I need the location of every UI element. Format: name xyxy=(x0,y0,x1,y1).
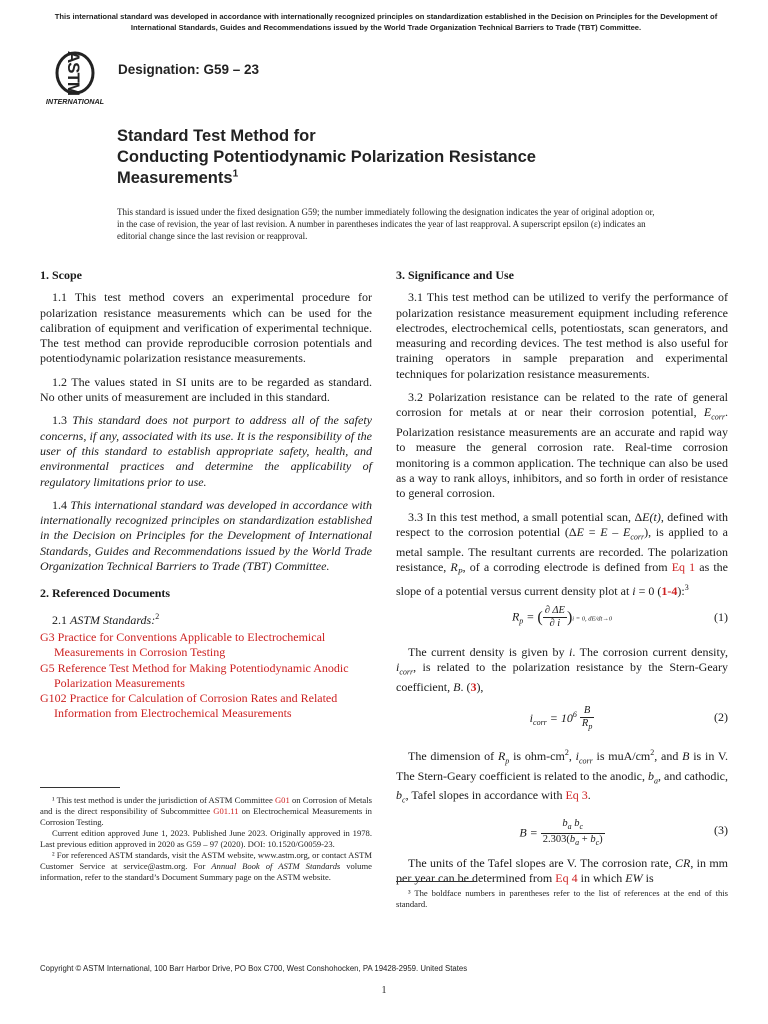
footnotes-right xyxy=(396,888,728,910)
para-1-1: 1.1 This test method covers an experimental procedure for polarization resistance measurements which can be used for the calibration of equipment and verification of experimental technique. The test method can provide reproducible corrosion potentials and potentiodynamic polarization resistance measurements. xyxy=(40,290,372,366)
scope-heading: 1. Scope xyxy=(40,268,82,282)
astm-logo-icon xyxy=(41,46,109,108)
ref-g102: G102 Practice for Calculation of Corrosion Rates and Related Information from Electrochemical Measurements xyxy=(40,691,338,721)
ref-3-link[interactable]: 3 xyxy=(470,679,477,694)
para-2-1: 2.1 ASTM Standards:$^2$ xyxy=(52,611,160,627)
document-title xyxy=(117,126,677,189)
left-column xyxy=(40,268,372,722)
ref-link-g5[interactable]: G5 xyxy=(40,660,55,675)
ref-g5: G5 Reference Test Method for Making Potentiodynamic Anodic Polarization Measurements xyxy=(40,660,349,690)
standardization-notice: This international standard was developed in accordance with internationally recognized principles on standardization established in the Decision on Principles for the Development of International Standards, Guides and Recommendations issued by the World Trade Organization Technical Barriers to Trade (TBT) Committee. xyxy=(54,12,718,32)
footnote-rule-left xyxy=(40,787,120,788)
footnote-1: ¹ This test method is under the jurisdiction of ASTM Committee G01 on Corrosion of Metals and is the direct responsibility of Subcommittee G01.11 on Electrochemical Measurements in Corrosion Testing. xyxy=(40,795,372,827)
footnote-3: ³ The boldface numbers in parentheses refer to the list of references at the end of this standard. xyxy=(396,888,728,909)
logo-subtext: INTERNATIONAL xyxy=(45,97,105,106)
ref-1-4-link[interactable]: 1-4 xyxy=(661,583,678,598)
g0111-link[interactable]: G01.11 xyxy=(213,806,239,816)
title-line-2: Conducting Potentiodynamic Polarization Resistance xyxy=(117,148,536,166)
para-3-3: 3.3 In this test method, a small potential scan, ΔE(t), defined with respect to the corrosion potential $(\Delta E = E - E_{corr})$, is applied to a metal sample. The resultant currents are recorded. The polarization resistance, $R_P$, of a corroding electrode is defined from Eq 1 as the slope of a potential versus current density plot at i = 0 (1-4):$^3$ xyxy=(396,509,729,598)
equation-3: B = $\frac{b_a b_c}{2.303(b_a + b_c)}$ (3) xyxy=(519,818,728,848)
designation: Designation: G59 – 23 xyxy=(118,62,260,77)
para-1-3: 1.3 This standard does not purport to address all of the safety concerns, if any, associated with its use. It is the responsibility of the user of this standard to establish appropriate safety, health, and environmental practices and determine the applicability of regulatory limitations prior to use. xyxy=(40,413,372,489)
equation-2: $i_{corr} = 10^6$ $\frac{B}{R_p}$ (2) xyxy=(529,705,728,732)
eq1-link[interactable]: Eq 1 xyxy=(671,559,696,574)
para-tafel-units: The units of the Tafel slopes are V. The corrosion rate, CR, in mm per year can be determined from Eq 4 in which EW is xyxy=(396,856,728,886)
ref-g3: G3 Practice for Conventions Applicable to Electrochemical Measurements in Corrosion Testing xyxy=(40,629,326,660)
issue-note: This standard is issued under the fixed designation G59; the number immediately following the designation indicates the year of original adoption or, in the case of revision, the year of last revision. A number in parentheses indicates the year of last reapproval. A superscript epsilon (ε) indicates an editorial change since the last revision or reapproval. xyxy=(117,207,655,241)
significance-heading: 3. Significance and Use xyxy=(396,268,515,282)
para-current: The current density is given by i. The corrosion current density, $i_{corr}$, is related to the polarization resistance by the Stern-Geary coefficient, B. (3), xyxy=(396,644,729,694)
para-3-1: 3.1 This test method can be utilized to verify the performance of polarization resistance measurement equipment including reference electrodes, electrochemical cells, potentiostats, scan generators, and measuring and recording devices. The test method is also useful for training operators in sample preparation and experimental techniques for polarization resistance measurements. xyxy=(396,290,728,381)
para-1-4: 1.4 This international standard was developed in accordance with internationally recognized principles on standardization established in the Decision on Principles for the Development of International Standards, Guides and Recommendations issued by the World Trade Organization Technical Barriers to Trade (TBT) Committee. xyxy=(40,497,373,574)
right-column xyxy=(396,268,728,895)
footnote-1-edition: Current edition approved June 1, 2023. Published June 2023. Originally approved in 1978. Last previous edition approved in 2020 as G59 – 97 (2020). DOI: 10.1520/G0059-23. xyxy=(40,828,372,849)
eq4-link[interactable]: Eq 4 xyxy=(555,871,578,886)
ref-link-g102[interactable]: G102 xyxy=(40,691,67,706)
copyright: Copyright © ASTM International, 100 Barr Harbor Drive, PO Box C700, West Conshohocken, PA 19428-2959. United States xyxy=(40,964,468,973)
title-footnote-mark: 1 xyxy=(232,168,239,180)
para-3-2: 3.2 Polarization resistance can be related to the rate of general corrosion for metals at or near their corrosion potential, $E_{corr}$. Polarization resistance measurements are an accurate and rapid way to measure the general corrosion rate. Real-time corrosion monitoring is a common application. The technique can also be used as a way to rank alloys, inhibitors, and so forth in order of resistance to general corrosion. xyxy=(396,390,728,501)
para-1-2: 1.2 The values stated in SI units are to be regarded as standard. No other units of measurement are included in this standard. xyxy=(40,374,372,405)
refdocs-heading: 2. Referenced Documents xyxy=(40,586,171,601)
title-line-3: Measurements xyxy=(117,169,233,187)
footnote-2: ² For referenced ASTM standards, visit the ASTM website, www.astm.org, or contact ASTM Customer Service at service@astm.org. For Annual Book of ASTM Standards volume information, refer to the standard’s Document Summary page on the ASTM website. xyxy=(40,850,372,882)
page-number: 1 xyxy=(381,985,387,996)
footnote-rule-right xyxy=(396,881,476,882)
ref-link-g3[interactable]: G3 xyxy=(40,629,55,644)
footnotes-left xyxy=(40,795,372,883)
para-dimension: The dimension of $R_p$ is ohm-$cm^2$, $i_{corr}$ is muA/$cm^2$, and B is in V. The Stern-Geary coefficient is related to the anodic, $b_a$, and cathodic, $b_c$, Tafel slopes in accordance with Eq 3. xyxy=(396,748,728,805)
title-line-1: Standard Test Method for xyxy=(117,127,316,145)
logo-text: ASTM xyxy=(64,50,83,96)
g01-link[interactable]: G01 xyxy=(274,795,290,805)
eq3-link[interactable]: Eq 3 xyxy=(565,788,588,803)
equation-1: $R_p$ = ( $\frac{\partial \Delta E}{\partial i}$ )i = 0, dE/dt→0 (1) xyxy=(511,604,728,629)
